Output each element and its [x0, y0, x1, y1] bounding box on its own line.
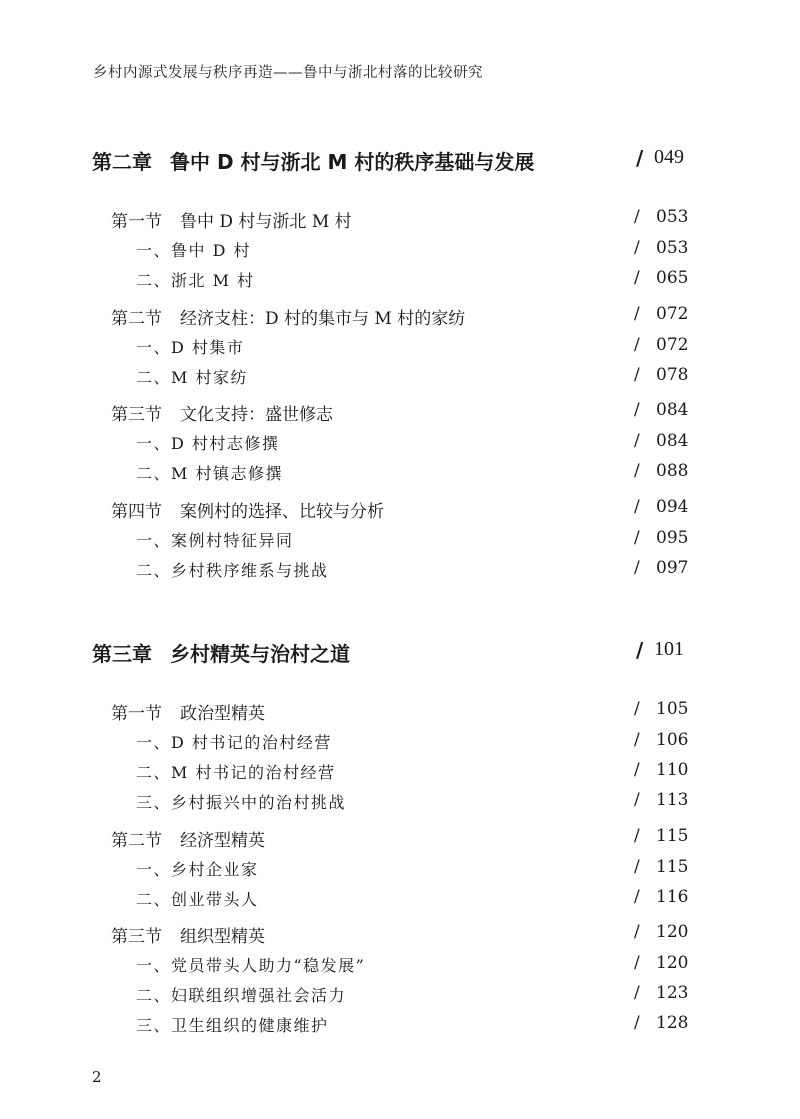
running-header: 乡村内源式发展与秩序再造——鲁中与浙北村落的比较研究 — [93, 65, 483, 81]
toc-item-ch2-s1-2[interactable] — [0, 268, 800, 298]
toc-entry-separator: / — [634, 790, 640, 810]
toc-entry-page: 049 — [654, 146, 684, 168]
toc-entry-title — [111, 922, 265, 947]
toc-section-ch2-s3[interactable] — [0, 400, 800, 430]
toc-entry-separator: / — [634, 953, 640, 973]
toc-entry-separator: / — [634, 431, 640, 451]
toc-entry-title — [111, 826, 265, 851]
toc-item-ch3-s2-2[interactable] — [0, 887, 800, 917]
toc-item-ch2-s4-2[interactable] — [0, 558, 800, 588]
toc-entry-title: 三、乡村振兴中的治村挑战 — [136, 793, 347, 812]
toc-entry-page: 053 — [656, 207, 689, 227]
toc-entry-title-text: 案例村的选择、比较与分析 — [180, 502, 384, 522]
toc-entry-number: 第二章 — [92, 150, 152, 174]
toc-item-ch2-s1-1[interactable] — [0, 238, 800, 268]
toc-entry-separator: / — [634, 826, 640, 846]
toc-entry-page: 113 — [656, 790, 689, 810]
toc-entry-separator: / — [634, 558, 640, 578]
toc-entry-title: 一、D 村村志修撰 — [136, 434, 280, 453]
toc-entry-separator: / — [634, 400, 640, 420]
toc-section-ch2-s4[interactable] — [0, 497, 800, 527]
toc-entry-separator: / — [636, 638, 644, 662]
toc-entry-separator: / — [634, 207, 640, 227]
toc-section-ch2-s1[interactable] — [0, 207, 800, 237]
toc-entry-page: 084 — [656, 431, 689, 451]
toc-entry-title: 二、M 村镇志修撰 — [136, 464, 283, 483]
toc-entry-separator: / — [634, 335, 640, 355]
toc-entry-page: 115 — [656, 857, 689, 877]
toc-entry-page: 094 — [656, 497, 689, 517]
toc-entry-page: 120 — [656, 922, 689, 942]
toc-entry-page: 095 — [656, 528, 689, 548]
toc-entry-separator: / — [634, 922, 640, 942]
toc-entry-title-text: 组织型精英 — [180, 927, 265, 947]
toc-entry-title-text: 文化支持：盛世修志 — [180, 405, 333, 425]
toc-item-ch2-s3-1[interactable] — [0, 431, 800, 461]
toc-item-ch2-s4-1[interactable] — [0, 528, 800, 558]
toc-item-ch3-s3-2[interactable] — [0, 983, 800, 1013]
toc-entry-page: 106 — [656, 730, 689, 750]
toc-entry-title: 二、M 村书记的治村经营 — [136, 763, 336, 782]
toc-entry-title: 一、乡村企业家 — [136, 860, 259, 879]
toc-entry-separator: / — [634, 760, 640, 780]
toc-entry-page: 116 — [656, 887, 689, 907]
toc-entry-page: 072 — [656, 304, 689, 324]
toc-item-ch3-s2-1[interactable] — [0, 857, 800, 887]
toc-entry-separator: / — [634, 268, 640, 288]
toc-item-ch3-s3-3[interactable] — [0, 1013, 800, 1043]
toc-entry-separator: / — [634, 528, 640, 548]
toc-entry-title: 三、卫生组织的健康维护 — [136, 1016, 329, 1035]
toc-entry-title: 一、党员带头人助力“稳发展” — [136, 956, 366, 975]
toc-entry-separator: / — [634, 461, 640, 481]
toc-entry-title-text: 乡村精英与治村之道 — [170, 642, 350, 666]
toc-entry-title-text: 鲁中 D 村与浙北 M 村的秩序基础与发展 — [170, 150, 535, 174]
toc-entry-title: 二、浙北 M 村 — [136, 271, 255, 290]
toc-section-ch3-s3[interactable] — [0, 922, 800, 952]
toc-item-ch2-s2-1[interactable] — [0, 335, 800, 365]
toc-item-ch3-s1-3[interactable] — [0, 790, 800, 820]
toc-entry-number: 第一节 — [111, 212, 162, 232]
toc-entry-title — [111, 497, 384, 522]
toc-entry-page: 101 — [654, 638, 684, 660]
toc-entry-title — [111, 400, 333, 425]
toc-item-ch2-s2-2[interactable] — [0, 365, 800, 395]
toc-entry-separator: / — [636, 146, 644, 170]
toc-entry-page: 053 — [656, 238, 689, 258]
toc-entry-separator: / — [634, 238, 640, 258]
toc-entry-title: 二、M 村家纺 — [136, 368, 248, 387]
toc-entry-title — [92, 638, 350, 667]
toc-entry-separator: / — [634, 983, 640, 1003]
toc-chapter-ch2[interactable] — [0, 146, 800, 176]
toc-entry-page: 123 — [656, 983, 689, 1003]
toc-entry-title-text: 经济型精英 — [180, 831, 265, 851]
toc-item-ch3-s1-1[interactable] — [0, 730, 800, 760]
toc-entry-title — [111, 207, 352, 232]
toc-entry-title: 二、创业带头人 — [136, 890, 259, 909]
toc-entry-page: 105 — [656, 699, 689, 719]
toc-entry-number: 第二节 — [111, 309, 162, 329]
page-number: 2 — [92, 1068, 102, 1086]
toc-entry-separator: / — [634, 887, 640, 907]
toc-entry-title — [111, 699, 265, 724]
toc-entry-title-text: 鲁中 D 村与浙北 M 村 — [180, 212, 352, 232]
toc-entry-separator: / — [634, 497, 640, 517]
toc-entry-title: 一、鲁中 D 村 — [136, 241, 252, 260]
toc-entry-number: 第三节 — [111, 405, 162, 425]
toc-entry-page: 115 — [656, 826, 689, 846]
toc-item-ch3-s3-1[interactable] — [0, 953, 800, 983]
toc-chapter-ch3[interactable] — [0, 638, 800, 668]
toc-entry-number: 第三章 — [92, 642, 152, 666]
toc-entry-separator: / — [634, 1013, 640, 1033]
toc-entry-page: 110 — [656, 760, 689, 780]
toc-section-ch2-s2[interactable] — [0, 304, 800, 334]
toc-entry-title: 一、D 村书记的治村经营 — [136, 733, 332, 752]
toc-entry-page: 078 — [656, 365, 689, 385]
toc-entry-page: 084 — [656, 400, 689, 420]
toc-entry-title — [111, 304, 465, 329]
toc-entry-separator: / — [634, 730, 640, 750]
toc-section-ch3-s2[interactable] — [0, 826, 800, 856]
toc-item-ch3-s1-2[interactable] — [0, 760, 800, 790]
toc-entry-page: 072 — [656, 335, 689, 355]
toc-entry-number: 第一节 — [111, 704, 162, 724]
toc-entry-separator: / — [634, 365, 640, 385]
toc-entry-page: 097 — [656, 558, 689, 578]
toc-entry-title: 二、妇联组织增强社会活力 — [136, 986, 347, 1005]
toc-entry-number: 第四节 — [111, 502, 162, 522]
toc-entry-separator: / — [634, 857, 640, 877]
toc-entry-page: 065 — [656, 268, 689, 288]
toc-entry-title: 二、乡村秩序维系与挑战 — [136, 561, 329, 580]
toc-entry-number: 第三节 — [111, 927, 162, 947]
toc-entry-title-text: 政治型精英 — [180, 704, 265, 724]
toc-entry-title: 一、案例村特征异同 — [136, 531, 294, 550]
toc-entry-page: 088 — [656, 461, 689, 481]
toc-entry-separator: / — [634, 304, 640, 324]
toc-entry-title-text: 经济支柱：D 村的集市与 M 村的家纺 — [180, 309, 466, 329]
toc-entry-title — [92, 146, 534, 175]
toc-entry-page: 128 — [656, 1013, 689, 1033]
toc-item-ch2-s3-2[interactable] — [0, 461, 800, 491]
toc-entry-page: 120 — [656, 953, 689, 973]
toc-section-ch3-s1[interactable] — [0, 699, 800, 729]
toc-entry-number: 第二节 — [111, 831, 162, 851]
toc-entry-separator: / — [634, 699, 640, 719]
toc-entry-title: 一、D 村集市 — [136, 338, 245, 357]
